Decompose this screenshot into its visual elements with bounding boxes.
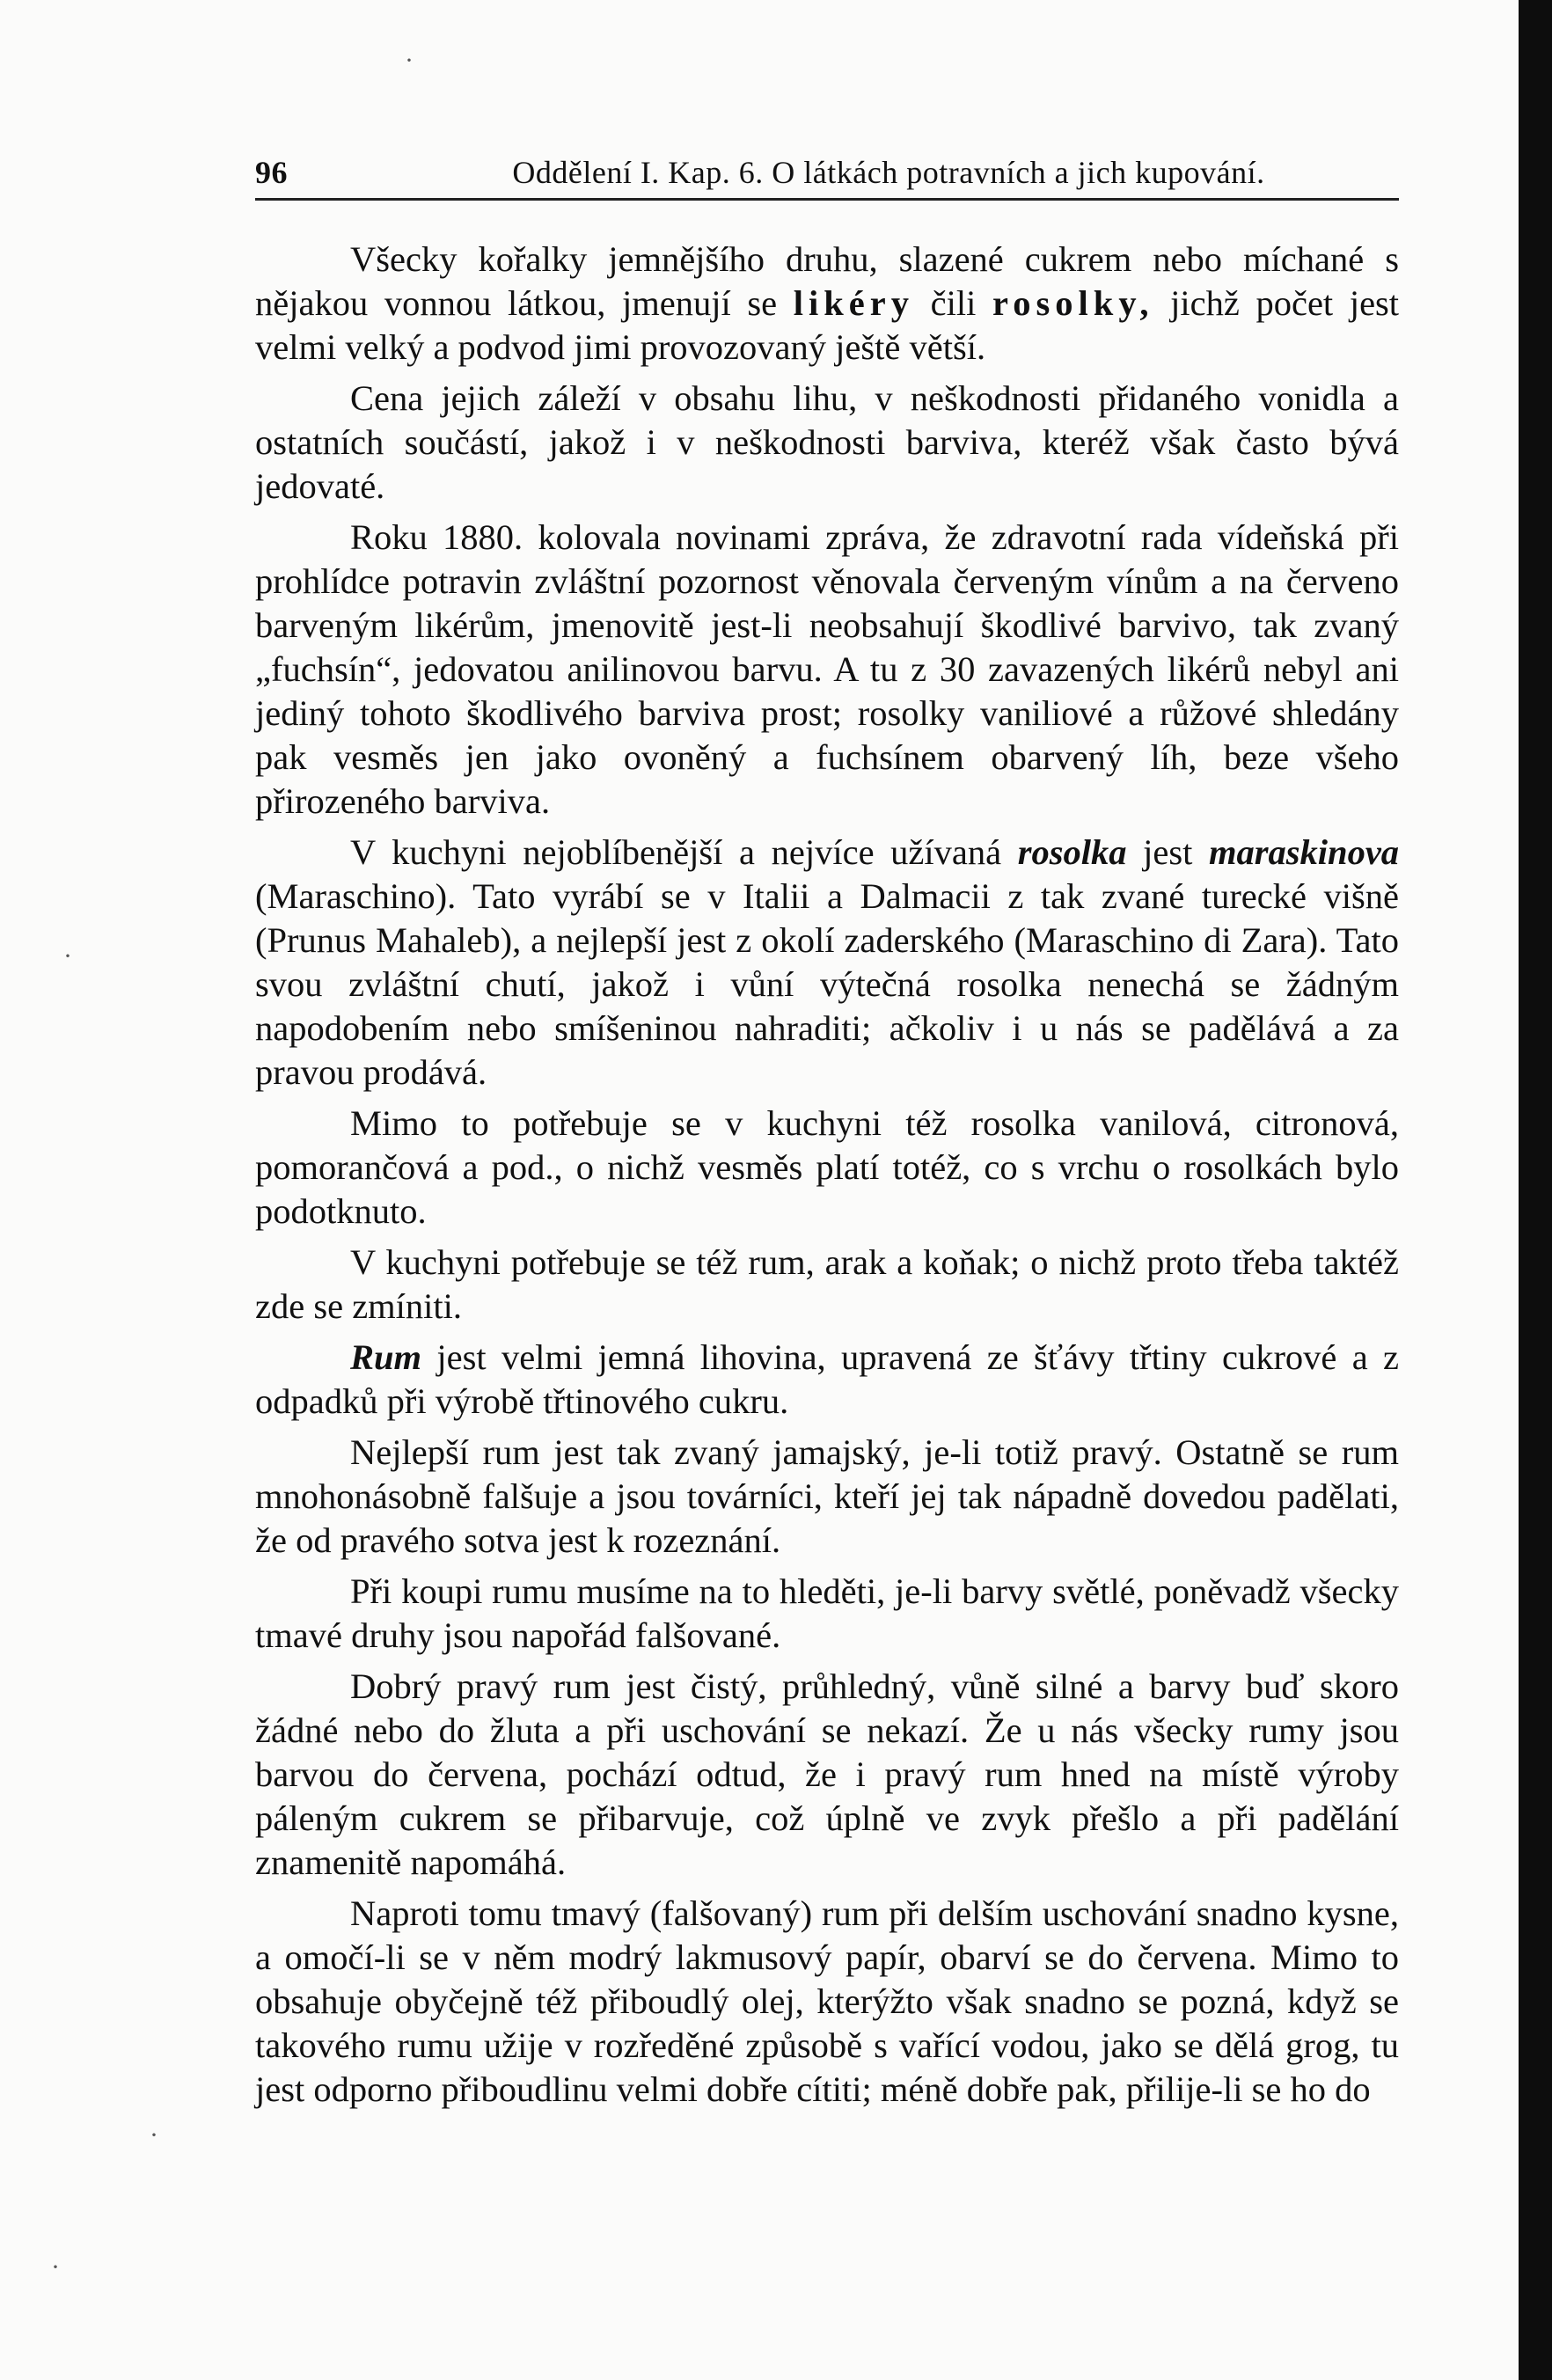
paragraph-koupe: Při koupi rumu musíme na to hleděti, je-li barvy světlé, poněvadž všecky tmavé druhy jsou napořád falšované. (255, 1571, 1399, 1655)
paragraph-cena: Cena jejich záleží v obsahu lihu, v neškodnosti přidaného vonidla a ostatních součástí, jakož i v neškodnosti barviva, kteréž však často bývá jedovaté. (255, 378, 1399, 506)
term-likery: likéry (793, 283, 914, 323)
paragraph-likery: Všecky kořalky jemnějšího druhu, slazené cukrem nebo míchané s nějakou vonnou látkou, jmenují se likéry čili rosolky, jichž počet jest velmi velký a podvod jimi provozovaný ještě větší. (255, 239, 1400, 367)
page-content (255, 154, 1399, 2112)
term-rosolka: rosolka (1017, 832, 1127, 872)
term-rum: Rum (350, 1337, 422, 1377)
scan-speck: · (63, 941, 72, 970)
running-header (255, 154, 1399, 201)
scan-speck: · (150, 2120, 158, 2149)
running-title: Oddělení I. Kap. 6. O látkách potravních a jich kupování. (512, 155, 1265, 190)
paragraph-dobry-rum: Dobrý pravý rum jest čistý, průhledný, vůně silné a barvy buď skoro žádné nebo do žluta a při uschování se nekazí. Že u nás všecky rumy jsou barvou do červena, pochází odtud, že i pravý rum hned na místě výroby páleným cukrem se přibarvuje, což úplně ve zvyk přešlo a při padělání znamenitě napomáhá. (255, 1666, 1399, 1882)
term-maraskinova: maraskinova (1209, 832, 1400, 872)
scan-speck: · (51, 2252, 60, 2281)
paragraph-maraskin: V kuchyni nejoblíbenější a nejvíce užívaná rosolka jest maraskinova (Maraschino). Tato vyrábí se v Italii a Dalmacii z tak zvané turecké višně (Prunus Mahaleb), a nejlepší jest z okolí zaderského (Maraschino di Zara). Tato svou zvláštní chutí, jakož i vůní výtečná rosolka nenechá se žádným napodobením nebo smíšeninou nahraditi; ačkoliv i u nás se padělává a za pravou prodává. (255, 832, 1400, 1092)
term-rosolky: rosolky, (992, 283, 1154, 323)
paragraph-mimo-to: Mimo to potřebuje se v kuchyni též rosolka vanilová, citronová, pomorančová a pod., o nichž vesměs platí totéž, co s vrchu o rosolkách bylo podotknuto. (255, 1103, 1399, 1231)
scan-speck: · (405, 46, 414, 75)
paragraph-roku-1880: Roku 1880. kolovala novinami zpráva, že zdravotní rada vídeňská při prohlídce potravin zvláštní pozornost věnovala červeným vínům a na červeno barveným likérům, jmenovitě jest-li neobsahují škodlivé barvivo, tak zvaný „fuchsín“, jedovatou anilinovou barvu. A tu z 30 zavazených likérů nebyl ani jediný tohoto škodlivého barviva prost; rosolky vaniliové a růžové shledány pak vesměs jen jako ovoněný a fuchsínem obarvený líh, beze všeho přirozeného barviva. (255, 517, 1399, 821)
scan-edge (1519, 0, 1552, 2380)
paragraph-jamajsky: Nejlepší rum jest tak zvaný jamajský, je-li totiž pravý. Ostatně se rum mnohonásobně falšuje a jsou továrníci, kteří jej tak nápadně dovedou padělati, že od pravého sotva jest k rozeznání. (255, 1432, 1399, 1560)
paragraph-rum: Rum jest velmi jemná lihovina, upravená ze šťávy třtiny cukrové a z odpadků při výrobě třtinového cukru. (255, 1337, 1400, 1421)
paragraph-kuchyne: V kuchyni potřebuje se též rum, arak a koňak; o nichž proto třeba taktéž zde se zmíniti. (255, 1242, 1399, 1326)
page-number: 96 (255, 155, 288, 190)
body-text (255, 238, 1399, 2112)
paragraph-tmavy-rum: Naproti tomu tmavý (falšovaný) rum při delším uschování snadno kysne, a omočí-li se v něm modrý lakmusový papír, obarví se do červena. Mimo to obsahuje obyčejně též přiboudlý olej, kterýžto však snadno se pozná, když se takového rumu užije v rozředěné způsobě s vařící vodou, jako se dělá grog, tu jest odporno přiboudlinu velmi dobře cítiti; méně dobře pak, přilije-li se ho do (255, 1893, 1399, 2109)
